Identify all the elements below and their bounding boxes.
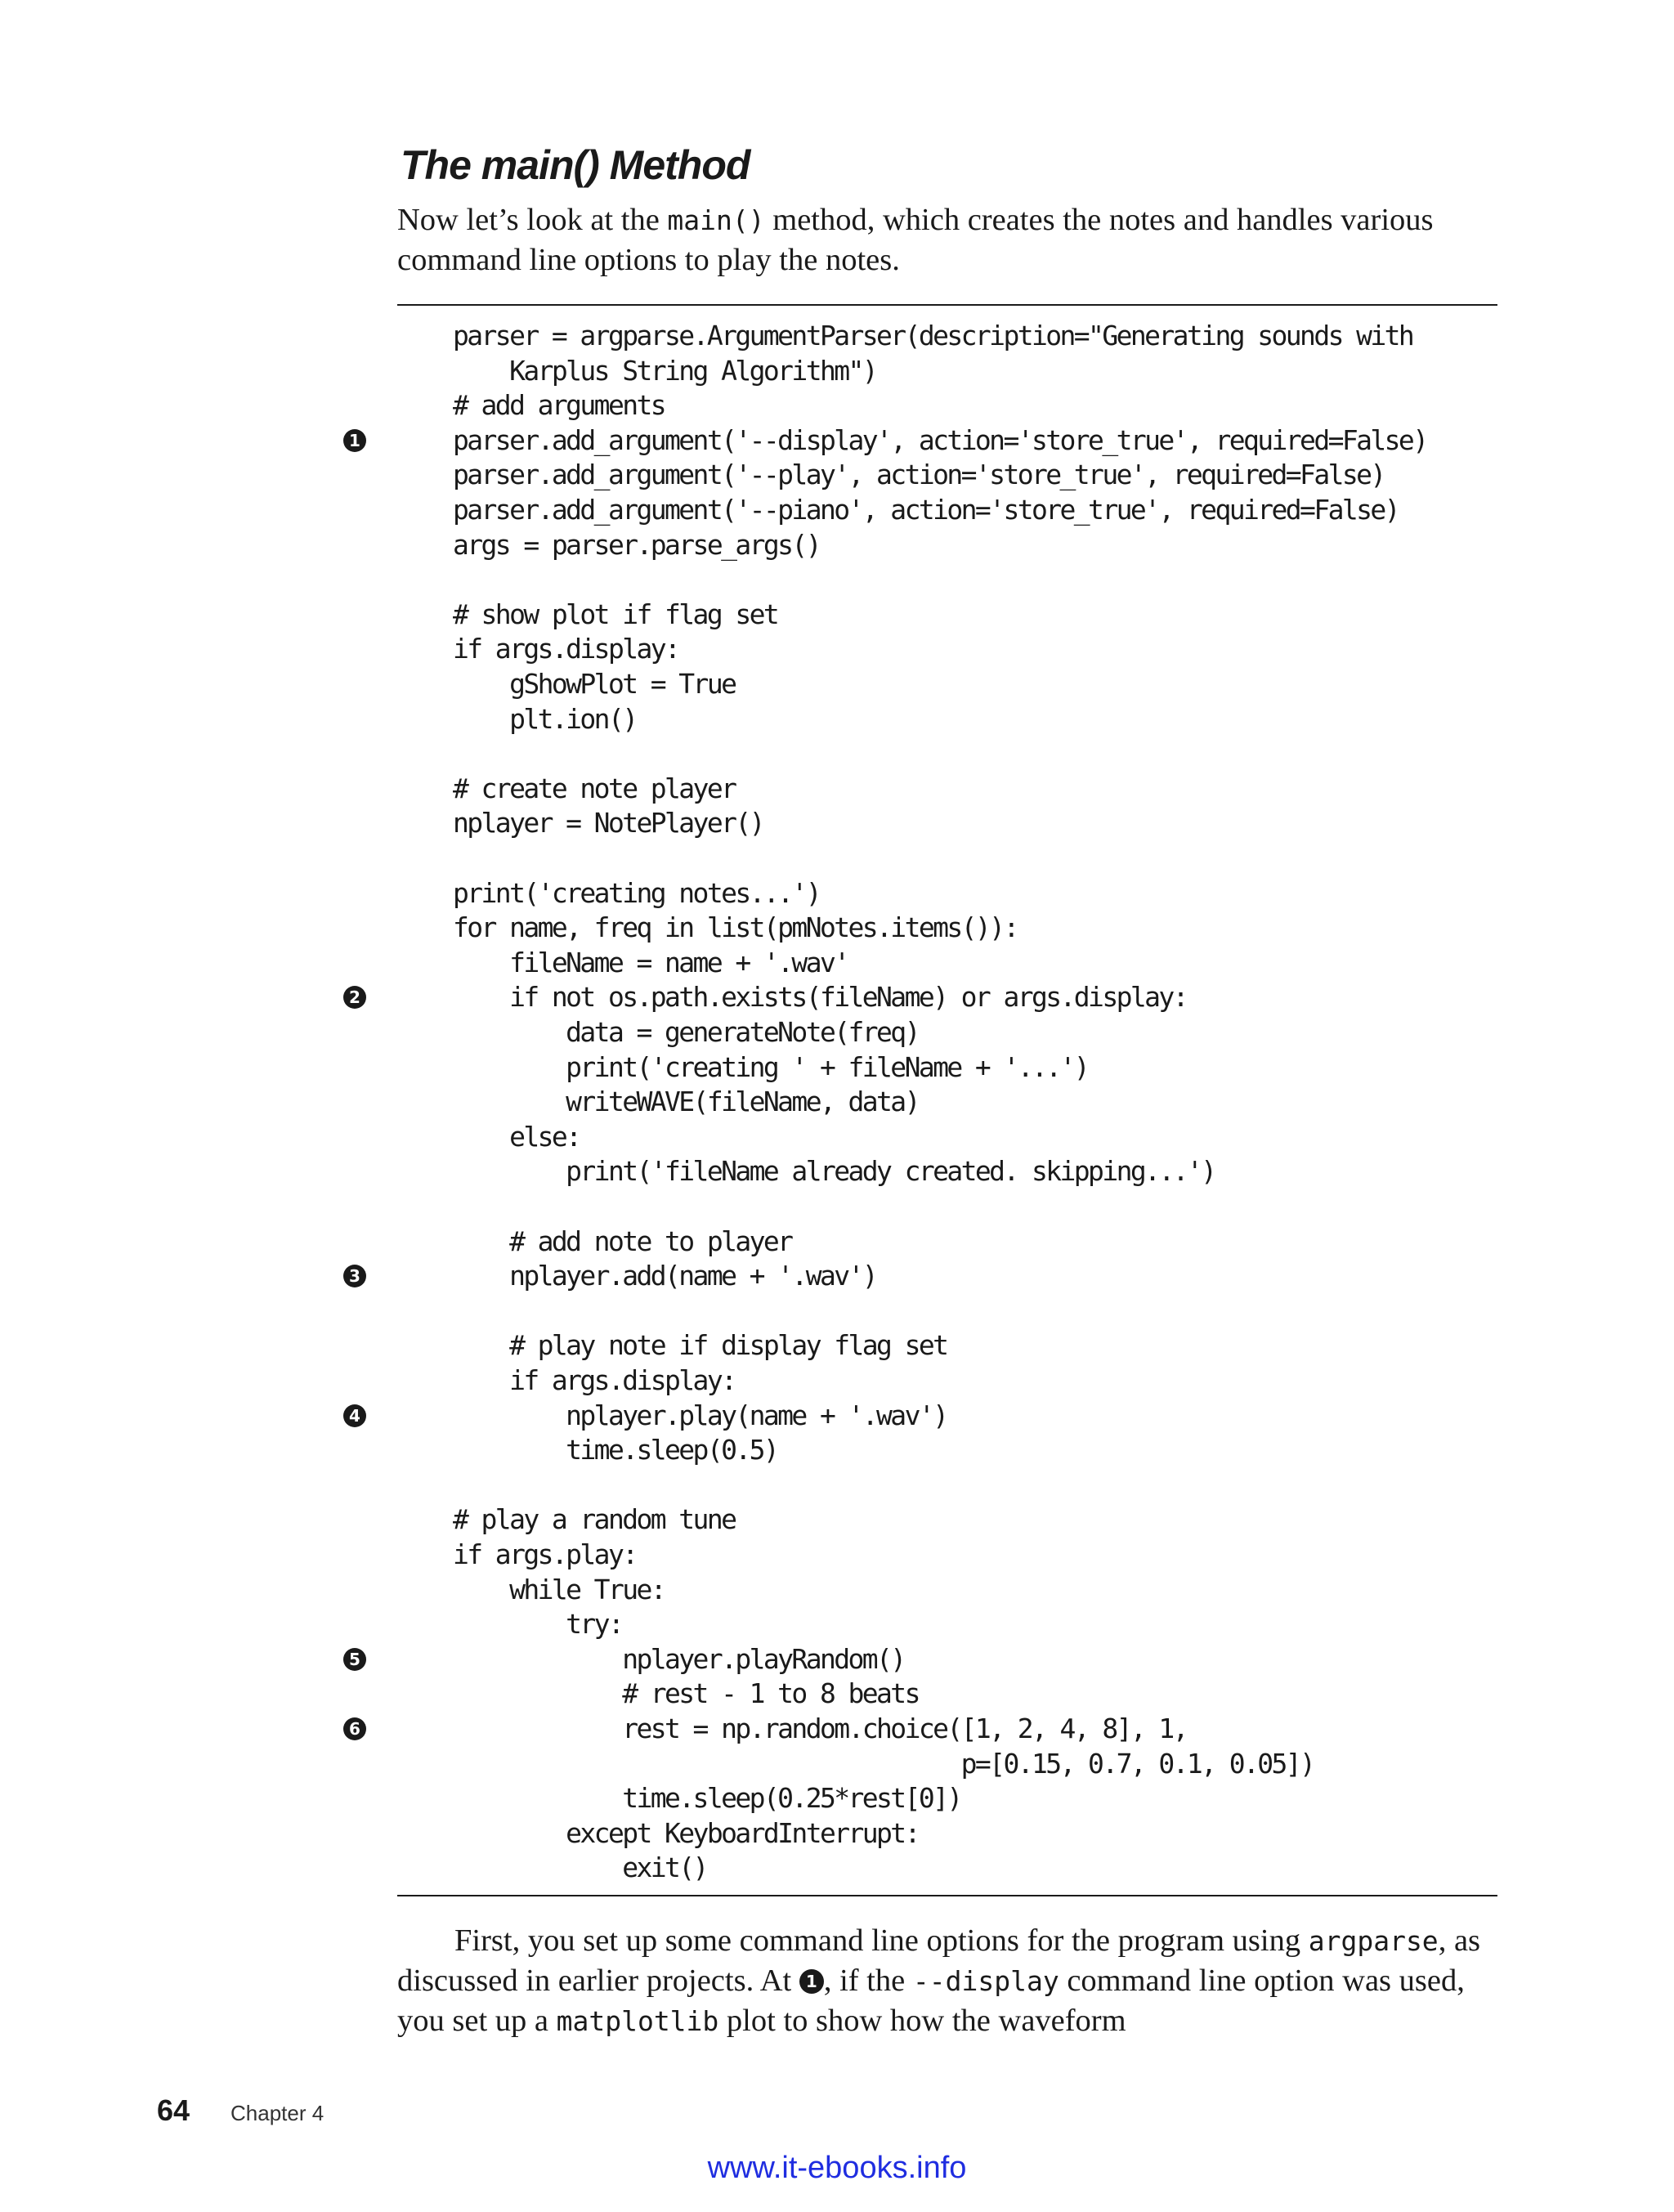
body-paragraph [397,1921,1509,2041]
code-text: # add note to player [453,1225,792,1257]
code-text: parser = argparse.ArgumentParser(description="Generating sounds with [453,320,1413,352]
code-line [343,702,1504,737]
code-text: nplayer.play(name + '.wav') [453,1399,947,1431]
page-number: 64 [157,2093,190,2127]
code-text: if args.display: [453,1364,736,1396]
code-text: rest = np.random.choice([1, 2, 4, 8], 1, [453,1713,1187,1744]
code-line [343,1851,1504,1886]
code-line [343,1085,1504,1120]
code-line [343,841,1504,876]
callout-marker-icon: 4 [343,1404,366,1427]
body-text: plot to show how the waveform [718,2004,1126,2038]
code-top-rule [397,304,1497,306]
code-text: p=[0.15, 0.7, 0.1, 0.05]) [453,1747,1314,1780]
code-line [343,1642,1504,1677]
code-text: if args.play: [453,1538,637,1570]
intro-code: main() [667,204,765,236]
code-line [343,1225,1504,1260]
code-text: time.sleep(0.5) [453,1434,778,1466]
code-text: args = parser.parse_args() [453,528,820,561]
code-line [343,1154,1504,1189]
code-bottom-rule [397,1895,1497,1896]
code-text: writeWAVE(fileName, data) [453,1086,919,1118]
code-text: print('fileName already created. skipping...') [453,1155,1215,1188]
code-line [343,1189,1504,1225]
code-line [343,598,1504,633]
intro-paragraph [397,200,1509,280]
code-text: data = generateNote(freq) [453,1016,919,1048]
website-link[interactable]: www.it-ebooks.info [707,2151,967,2185]
code-text: while True: [453,1573,665,1605]
code-line [343,1328,1504,1363]
body-code: --display [912,1965,1059,1997]
code-line [343,806,1504,841]
code-text: parser.add_argument('--display', action='store_true', required=False) [453,423,1427,456]
code-line [343,737,1504,772]
code-text: # create note player [453,772,736,804]
code-line [343,388,1504,423]
code-text: gShowPlot = True [453,668,736,700]
code-line [343,1120,1504,1155]
code-text: nplayer = NotePlayer() [453,807,763,840]
code-text: try: [453,1608,623,1641]
code-line [343,1050,1504,1086]
code-text: parser.add_argument('--play', action='store_true', required=False) [453,459,1385,491]
code-text: # rest - 1 to 8 beats [453,1677,919,1710]
code-line [343,980,1504,1015]
code-line [343,911,1504,946]
code-line [343,876,1504,911]
code-line [343,458,1504,493]
code-text: plt.ion() [453,702,637,735]
code-line [343,1363,1504,1399]
body-text: First, you set up some command line options for the program using [454,1923,1309,1958]
code-line [343,354,1504,389]
body-code: matplotlib [556,2005,719,2037]
callout-marker-icon: 1 [799,1969,824,1994]
code-text: parser.add_argument('--piano', action='store_true', required=False) [453,494,1399,526]
callout-marker-icon: 5 [343,1648,366,1671]
code-line [343,1294,1504,1329]
code-line [343,667,1504,702]
body-text: command line option was used, you set up a [397,1963,1465,2038]
code-text: time.sleep(0.25*rest[0]) [453,1782,961,1815]
code-line [343,1399,1504,1434]
code-line [343,1712,1504,1747]
code-line [343,632,1504,667]
body-text: , if the [823,1963,913,1998]
code-line [343,1259,1504,1294]
code-text: if not os.path.exists(fileName) or args.display: [453,981,1187,1014]
code-line [343,1538,1504,1573]
code-line [343,1015,1504,1050]
code-text: else: [453,1120,580,1153]
code-line [343,946,1504,981]
code-text: except KeyboardInterrupt: [453,1816,919,1849]
code-text: # show plot if flag set [453,598,778,630]
code-text: for name, freq in list(pmNotes.items()): [453,911,1018,944]
code-text: # add arguments [453,389,665,422]
body-text: , as discussed in earlier projects. At [397,1923,1481,1998]
body-code: argparse [1308,1925,1439,1957]
code-line [343,562,1504,598]
code-text: fileName = name + '.wav' [453,946,848,978]
code-text: nplayer.add(name + '.wav') [453,1260,877,1292]
callout-marker-icon: 1 [343,429,366,452]
code-text: print('creating ' + fileName + '...') [453,1050,1089,1083]
code-line [343,1468,1504,1503]
code-line [343,772,1504,807]
code-text: exit() [453,1852,707,1884]
callout-marker-icon: 2 [343,986,366,1009]
callout-marker-icon: 3 [343,1265,366,1287]
code-line [343,1816,1504,1852]
code-line [343,528,1504,563]
code-line [343,1747,1504,1782]
code-text: nplayer.playRandom() [453,1642,905,1675]
code-line [343,493,1504,528]
intro-text: method, which creates the notes and handles various command line options to play the notes. [397,203,1434,277]
code-line [343,1607,1504,1642]
code-text: if args.display: [453,633,679,665]
code-line [343,1781,1504,1816]
code-text: # play note if display flag set [453,1329,947,1362]
code-text: Karplus String Algorithm") [453,354,877,387]
intro-text: Now let’s look at the [397,203,668,237]
section-heading: The main() Method [401,142,750,188]
code-line [343,1573,1504,1608]
chapter-label: Chapter 4 [231,2101,325,2125]
code-line [343,1433,1504,1468]
code-line [343,1502,1504,1538]
code-line [343,423,1504,459]
code-line [343,1677,1504,1712]
code-line [343,319,1504,354]
code-text: # play a random tune [453,1503,736,1536]
callout-marker-icon: 6 [343,1717,366,1740]
code-text: print('creating notes...') [453,876,820,909]
